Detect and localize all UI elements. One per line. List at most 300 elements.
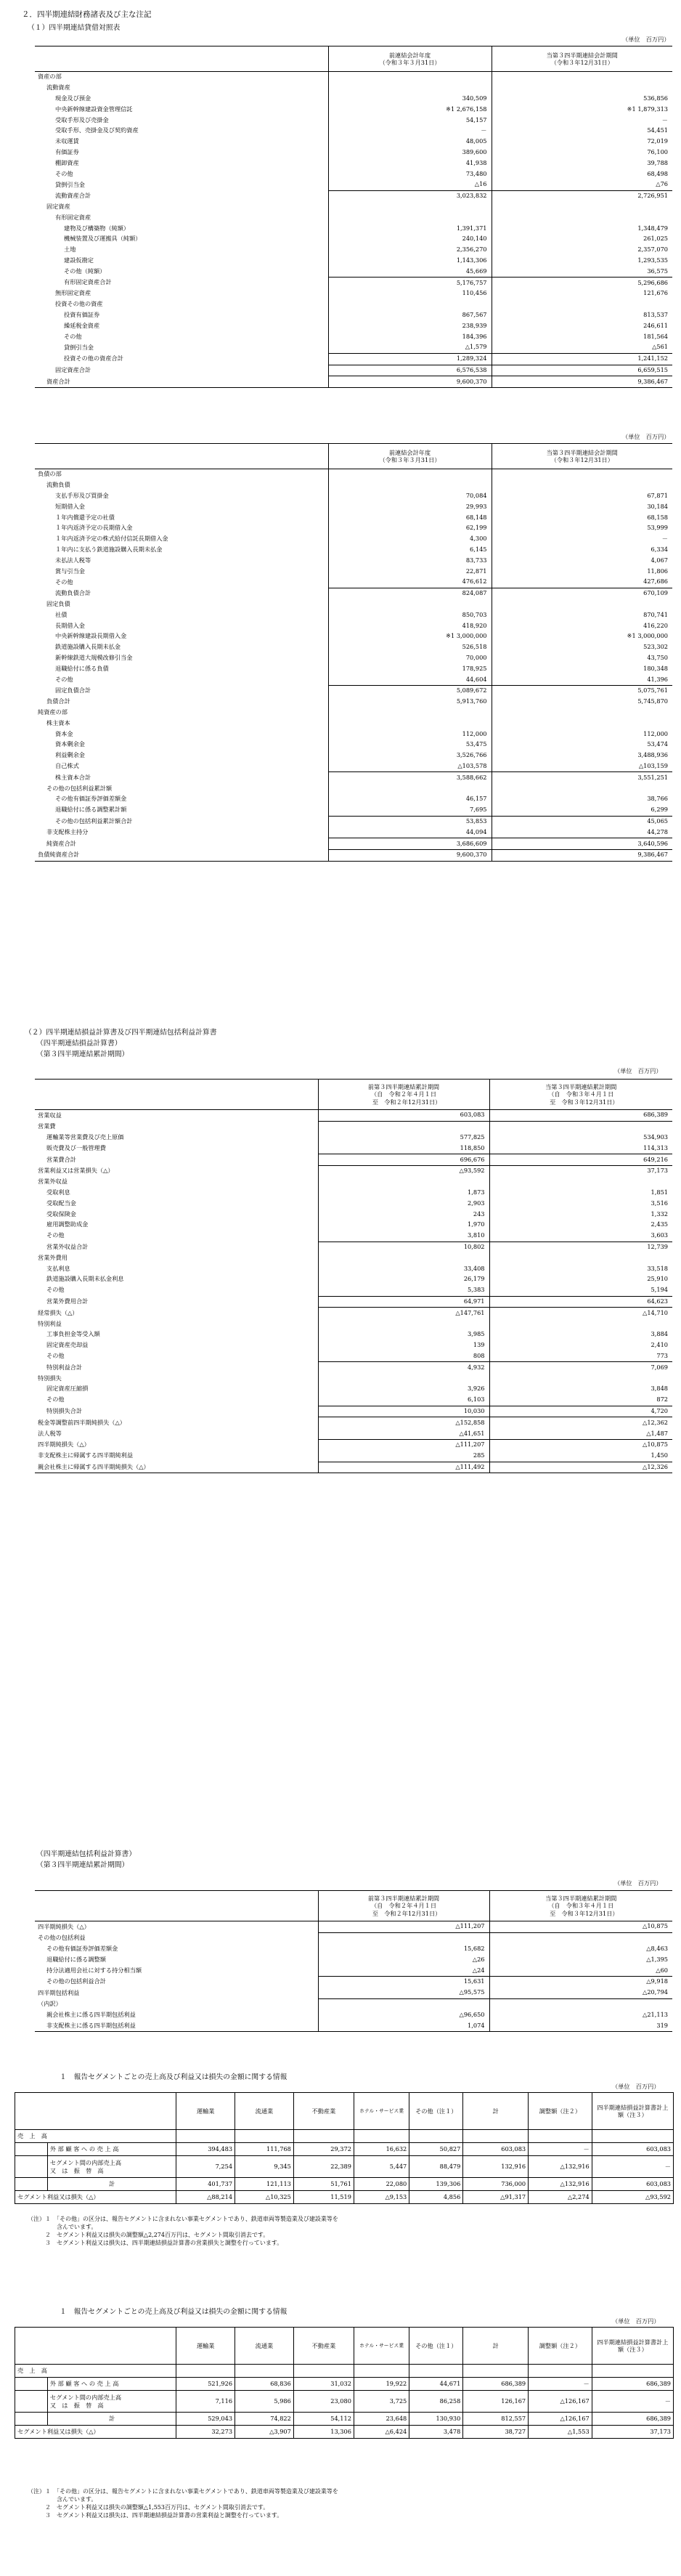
cur-value: 427,686 <box>492 577 672 588</box>
row-label: 有形固定資産合計 <box>35 278 328 288</box>
indent-cell <box>15 2143 48 2156</box>
statement-row <box>35 1177 672 1188</box>
prev-value: 112,000 <box>328 729 492 740</box>
statement-row <box>35 1209 672 1220</box>
prev-value <box>318 1121 489 1132</box>
segment-value: 529,043 <box>176 2413 235 2426</box>
statement-row <box>35 674 672 685</box>
cur-value: 319 <box>489 2020 672 2031</box>
row-label: １年内返済予定の長期借入金 <box>35 523 328 534</box>
empty-cell <box>529 2365 592 2378</box>
statement-row <box>35 653 672 664</box>
statement-row <box>35 1439 672 1450</box>
segment-value: 5,447 <box>354 2156 409 2178</box>
segment-value: 812,557 <box>463 2413 529 2426</box>
indent-cell <box>15 2178 48 2191</box>
statement-row <box>35 501 672 512</box>
cur-value: 3,884 <box>651 1330 668 1338</box>
segment-title: １ 報告セグメントごとの売上高及び利益又は損失の金額に関する情報 <box>60 2073 288 2081</box>
row-label: 未収運賃 <box>35 137 328 147</box>
statement-row <box>35 620 672 631</box>
cur-value <box>489 1121 672 1132</box>
prev-value: 15,631 <box>318 1976 489 1987</box>
cur-value: 36,575 <box>492 266 672 277</box>
profit-label: セグメント利益又は損失（△） <box>15 2191 176 2204</box>
segment-value: △126,167 <box>529 2413 592 2426</box>
prev-value: 184,396 <box>328 331 492 342</box>
statement-row <box>35 599 672 610</box>
row-label: 営業収益 <box>35 1110 318 1122</box>
cur-value: 33,518 <box>647 1264 668 1272</box>
prev-value: △26 <box>318 1954 489 1965</box>
statement-row <box>35 1462 672 1473</box>
prev-value: ※1 2,676,158 <box>328 104 492 115</box>
row-label: 四半期包括利益 <box>35 1988 318 1998</box>
segment-value: 121,113 <box>235 2178 294 2191</box>
statement-row <box>35 772 672 783</box>
prev-value <box>318 1319 489 1329</box>
row-label: その他（純額） <box>35 266 328 277</box>
empty-cell <box>176 2130 235 2143</box>
segment-header: 運輸業 <box>176 2328 235 2365</box>
statement-row <box>35 827 672 838</box>
prev-value: 5,176,757 <box>328 278 492 288</box>
prev-value: △152,858 <box>318 1417 489 1428</box>
empty-cell <box>235 2130 294 2143</box>
sales-label: 売 上 高 <box>15 2365 176 2378</box>
row-label: 株主資本合計 <box>35 772 328 783</box>
prev-value <box>328 299 492 310</box>
segment-value: 31,032 <box>293 2378 354 2391</box>
segment-value: △93,592 <box>592 2191 673 2204</box>
internal-label-line2: 又 は 振 替 高 <box>49 2401 104 2409</box>
cur-value: △561 <box>492 342 672 353</box>
segment-value: 7,254 <box>176 2156 235 2178</box>
empty-cell <box>293 2365 354 2378</box>
prev-value: 26,179 <box>318 1274 489 1285</box>
segment-value: △132,916 <box>529 2178 592 2191</box>
total-label: 計 <box>47 2178 176 2191</box>
row-label: 営業費 <box>35 1121 318 1132</box>
prev-value: 44,094 <box>328 827 492 838</box>
cur-value <box>489 1177 672 1188</box>
prev-value: △1,579 <box>328 342 492 353</box>
prev-value: 577,825 <box>318 1133 489 1143</box>
cur-value: △76 <box>492 179 672 190</box>
row-label: 運輸業等営業費及び売上原価 <box>35 1133 318 1143</box>
segment-value: △3,907 <box>235 2426 294 2439</box>
row-label: 営業外費用合計 <box>35 1296 318 1308</box>
empty-cell <box>235 2365 294 2378</box>
segment-value: 603,083 <box>592 2178 673 2191</box>
statement-row <box>35 1932 672 1943</box>
cur-value <box>492 599 672 610</box>
statement-row <box>35 256 672 267</box>
row-label: 資産合計 <box>35 376 328 388</box>
internal-label-line1: セグメント間の内部売上高 <box>49 2158 122 2166</box>
statement-row <box>35 158 672 169</box>
statement-row <box>35 805 672 816</box>
statement-row <box>35 245 672 256</box>
statement-row <box>35 1395 672 1406</box>
statement-row <box>35 1231 672 1242</box>
segment-value: △91,317 <box>463 2191 529 2204</box>
external-sales-label: 外 部 顧 客 へ の 売 上 高 <box>47 2143 176 2156</box>
statement-row <box>35 750 672 761</box>
note-line: ３ セグメント利益又は損失は、四半期連結損益計算書の営業利益と調整を行っています。 <box>28 2512 283 2519</box>
prev-value: 243 <box>318 1209 489 1220</box>
cur-value: 9,386,467 <box>492 376 672 388</box>
segment-value: 394,483 <box>176 2143 235 2156</box>
statement-row <box>35 838 672 850</box>
statement-row <box>35 1373 672 1384</box>
prev-value <box>318 1932 489 1943</box>
row-label: 純資産合計 <box>35 838 328 850</box>
row-label: 固定負債 <box>35 599 328 610</box>
row-label: 貸倒引当金 <box>35 179 328 190</box>
prev-value: 696,676 <box>318 1154 489 1166</box>
statement-row <box>35 104 672 115</box>
segment-header: 不動産業 <box>293 2093 354 2130</box>
segment-value: △1,553 <box>529 2426 592 2439</box>
row-label: １年内に支払う鉄道施設購入長期未払金 <box>35 545 328 556</box>
prev-value <box>318 1177 489 1188</box>
statement-row <box>35 1319 672 1329</box>
statement-row <box>35 577 672 588</box>
segment-value: 3,725 <box>354 2391 409 2413</box>
cur-value: 68,158 <box>647 513 668 521</box>
statement-row <box>35 72 672 83</box>
statement-row <box>35 266 672 277</box>
segment-value: 3,478 <box>409 2426 463 2439</box>
statement-row <box>35 512 672 523</box>
cur-value: 180,348 <box>643 664 668 672</box>
row-label: 資産の部 <box>35 72 328 83</box>
unit-label: （単位 百万円） <box>612 2083 660 2090</box>
prev-value: 340,509 <box>328 94 492 105</box>
row-label: 流動資産合計 <box>35 190 328 201</box>
cur-value: 649,216 <box>489 1154 672 1166</box>
prev-value <box>328 599 492 610</box>
cur-period-header: 当第３四半期連結会計期間 （令和３年12月31日） <box>492 444 672 469</box>
cur-period-header: 当第３四半期連結会計期間 （令和３年12月31日） <box>492 46 672 72</box>
cur-value: 872 <box>489 1395 672 1406</box>
segment-value: △132,916 <box>529 2156 592 2178</box>
row-label: その他の包括利益合計 <box>35 1976 318 1987</box>
segment-value: 38,727 <box>463 2426 529 2439</box>
prev-value: △111,492 <box>318 1462 489 1473</box>
cur-value: 7,069 <box>651 1363 668 1371</box>
statement-row <box>35 320 672 331</box>
row-label: 未払法人税等 <box>35 555 328 566</box>
statement-row <box>35 234 672 245</box>
cur-value: 67,871 <box>647 492 668 500</box>
cur-value: △21,113 <box>643 2010 668 2018</box>
cur-value: 53,474 <box>647 740 668 748</box>
segment-value: 74,822 <box>235 2413 294 2426</box>
indent-cell <box>15 2391 48 2413</box>
statement-row <box>35 761 672 772</box>
cur-value: 45,065 <box>647 817 668 825</box>
segment-value: 22,080 <box>354 2178 409 2191</box>
empty-cell <box>409 2365 463 2378</box>
row-label: 純資産の部 <box>35 708 328 718</box>
segment-value: 13,306 <box>293 2426 354 2439</box>
prev-value: 2,903 <box>318 1198 489 1209</box>
prev-value <box>328 212 492 223</box>
segment-value: 111,768 <box>235 2143 294 2156</box>
cur-value: 1,332 <box>651 1210 668 1218</box>
row-label: 四半期純損失（△） <box>35 1439 318 1450</box>
row-label: 無形固定資産 <box>35 288 328 299</box>
segment-value: 7,116 <box>176 2391 235 2413</box>
segment-value: 686,389 <box>592 2413 673 2426</box>
cur-value: 3,640,596 <box>492 838 672 850</box>
segment-value: － <box>529 2378 592 2391</box>
statement-row <box>35 1198 672 1209</box>
prev-value: △111,207 <box>318 1921 489 1933</box>
row-label: 投資有価証券 <box>35 310 328 321</box>
prev-value: △147,761 <box>318 1308 489 1319</box>
statement-row <box>35 534 672 545</box>
segment-value: 23,080 <box>293 2391 354 2413</box>
row-label: 営業費合計 <box>35 1154 318 1166</box>
statement-row <box>35 115 672 126</box>
segment-value: － <box>592 2391 673 2413</box>
row-label: 中央新幹線建設長期借入金 <box>35 631 328 642</box>
statement-row <box>35 588 672 599</box>
cur-value <box>492 299 672 310</box>
row-label: 受取利息 <box>35 1188 318 1199</box>
row-label: 経常損失（△） <box>35 1308 318 1319</box>
prev-value: 29,993 <box>328 501 492 512</box>
cur-value <box>489 1319 672 1329</box>
row-label: 親会社株主に係る四半期包括利益 <box>35 2009 318 2020</box>
row-label: 退職給付に係る負債 <box>35 663 328 674</box>
statement-row <box>35 310 672 321</box>
row-label: 土地 <box>35 245 328 256</box>
internal-sales-row <box>15 2156 674 2178</box>
segment-value: 139,306 <box>409 2178 463 2191</box>
empty-cell <box>293 2130 354 2143</box>
row-label: その他の包括利益 <box>35 1932 318 1943</box>
row-label: 営業外収益合計 <box>35 1242 318 1252</box>
cur-value: △1,395 <box>646 1955 668 1963</box>
unit-label: （単位 百万円） <box>614 1067 662 1074</box>
cur-value <box>489 1252 672 1263</box>
row-label: 流動資産 <box>35 83 328 94</box>
total-row <box>15 2413 674 2426</box>
statement-row <box>35 1263 672 1274</box>
cur-value: 5,194 <box>489 1285 672 1296</box>
prev-value: 4,300 <box>328 534 492 545</box>
prev-value: 118,850 <box>318 1143 489 1154</box>
statement-row <box>35 1133 672 1143</box>
cur-value: 523,302 <box>643 643 668 651</box>
balance-sheet-title: （１）四半期連結貸借対照表 <box>28 24 121 32</box>
cur-value: 1,293,535 <box>637 256 668 264</box>
indent-cell <box>15 2413 48 2426</box>
statement-row <box>35 342 672 353</box>
statement-row <box>35 609 672 620</box>
row-label: 特別損失合計 <box>35 1406 318 1417</box>
row-label: 自己株式 <box>35 761 328 772</box>
row-label: 非支配株主に帰属する四半期純利益 <box>35 1451 318 1462</box>
row-label: 営業利益又は営業損失（△） <box>35 1165 318 1176</box>
segment-value: △126,167 <box>529 2391 592 2413</box>
cur-value: 2,726,951 <box>637 192 668 200</box>
row-label: （内訳） <box>35 1998 318 2009</box>
cur-value: ※1 1,879,313 <box>627 105 668 113</box>
prev-value: △24 <box>318 1965 489 1976</box>
row-label: 営業外費用 <box>35 1252 318 1263</box>
statement-row <box>35 2009 672 2020</box>
cur-value: 3,603 <box>489 1231 672 1242</box>
statement-row <box>35 718 672 729</box>
cur-value: 12,739 <box>647 1243 668 1251</box>
comprehensive-income-subtitle: （四半期連結包括利益計算書） <box>36 1850 136 1858</box>
cur-value <box>492 469 672 480</box>
statement-row <box>35 1242 672 1252</box>
segment-header: ホテル・サービス業 <box>354 2093 409 2130</box>
prev-value: 41,938 <box>328 158 492 169</box>
sales-label-row <box>15 2130 674 2143</box>
profit-row <box>15 2426 674 2439</box>
segment-value: △9,153 <box>354 2191 409 2204</box>
row-label: その他有価証券評価差額金 <box>35 794 328 805</box>
prev-value: 3,023,832 <box>328 190 492 201</box>
prev-value: 476,612 <box>328 577 492 588</box>
row-label: 有価証券 <box>35 147 328 158</box>
prev-value: 45,669 <box>328 266 492 277</box>
cur-value <box>489 1373 672 1384</box>
cur-value <box>492 83 672 94</box>
unit-label: （単位 百万円） <box>614 1879 662 1887</box>
statement-row <box>35 523 672 534</box>
cur-value: 72,019 <box>647 137 668 145</box>
row-label: 固定資産合計 <box>35 365 328 376</box>
internal-sales-label <box>47 2391 176 2413</box>
prev-value: 418,920 <box>328 620 492 631</box>
row-label: 非支配株主持分 <box>35 827 328 838</box>
statement-row <box>35 1154 672 1166</box>
row-label: 支払手形及び買掛金 <box>35 491 328 502</box>
segment-value: 50,827 <box>409 2143 463 2156</box>
cur-value: 813,537 <box>643 311 668 318</box>
cur-value: 11,806 <box>647 567 668 575</box>
cur-value: 261,025 <box>643 235 668 243</box>
cur-value: 44,278 <box>492 827 672 838</box>
income-statement-title: （２）四半期連結損益計算書及び四半期連結包括利益計算書 <box>25 1029 217 1037</box>
row-label: 固定資産圧縮損 <box>35 1384 318 1395</box>
prev-period-header: 前連結会計年度 （令和３年３月31日） <box>328 46 492 72</box>
cur-value: △10,875 <box>489 1921 672 1933</box>
empty-cell <box>354 2130 409 2143</box>
prev-value: 1,289,324 <box>328 353 492 365</box>
comprehensive-income-period: （第３四半期連結累計期間） <box>36 1861 129 1869</box>
prev-value: 10,030 <box>318 1406 489 1417</box>
row-label: 機械装置及び運搬具（純額） <box>35 234 328 245</box>
statement-row <box>35 1188 672 1199</box>
statement-row <box>35 1362 672 1373</box>
cur-value: 76,100 <box>647 148 668 156</box>
prev-value <box>328 72 492 83</box>
row-label: 負債純資産合計 <box>35 849 328 861</box>
row-label: １年内返済予定の株式給付信託長期借入金 <box>35 534 328 545</box>
segment-value: 29,372 <box>293 2143 354 2156</box>
statement-row <box>35 365 672 376</box>
prev-value <box>318 1252 489 1263</box>
prev-value: 3,686,609 <box>328 838 492 850</box>
prev-value: 10,802 <box>318 1242 489 1252</box>
cur-value: △9,918 <box>646 1977 668 1985</box>
prev-value: 64,971 <box>318 1296 489 1308</box>
cur-value: 2,357,070 <box>637 246 668 254</box>
segment-value: △88,214 <box>176 2191 235 2204</box>
prev-value: 1,873 <box>318 1188 489 1199</box>
row-label: 利益剰余金 <box>35 750 328 761</box>
statement-row <box>35 1296 672 1308</box>
segment-header: 流通業 <box>235 2093 294 2130</box>
prev-value: 44,604 <box>328 674 492 685</box>
segment-header: 四半期連結損益計算書計上額（注３） <box>592 2328 673 2365</box>
segment-header: 四半期連結損益計算書計上額（注３） <box>592 2093 673 2130</box>
row-label: 鉄道施設購入長期未払金利息 <box>35 1274 318 1285</box>
segment-header: 流通業 <box>235 2328 294 2365</box>
cur-value: △103,159 <box>492 761 672 772</box>
prev-value: 33,408 <box>318 1263 489 1274</box>
segment-title: １ 報告セグメントごとの売上高及び利益又は損失の金額に関する情報 <box>60 2308 288 2316</box>
prev-value: 3,810 <box>318 1231 489 1242</box>
cur-period-header: 当第３四半期連結累計期間 （自 令和３年４月１日 至 令和３年12月31日） <box>489 1891 672 1921</box>
row-label: 株主資本 <box>35 718 328 729</box>
row-label: 親会社株主に帰属する四半期純損失（△） <box>35 1462 318 1473</box>
prev-value: △103,578 <box>328 761 492 772</box>
cur-value: △14,710 <box>643 1308 668 1316</box>
cur-value: 534,903 <box>643 1133 668 1141</box>
prev-period-header: 前第３四半期連結累計期間 （自 令和２年４月１日 至 令和２年12月31日） <box>318 1891 489 1921</box>
prev-value <box>328 469 492 480</box>
prev-value: 54,157 <box>328 115 492 126</box>
prev-period-header: 前連結会計年度 （令和３年３月31日） <box>328 444 492 469</box>
internal-label-line1: セグメント間の内部売上高 <box>49 2393 122 2401</box>
segment-value: 686,389 <box>463 2378 529 2391</box>
assets-table <box>35 46 672 388</box>
prev-value <box>328 718 492 729</box>
row-label: 投資その他の資産合計 <box>35 353 328 365</box>
statement-row <box>35 480 672 491</box>
row-label: 固定負債合計 <box>35 685 328 696</box>
segment-value: 4,856 <box>409 2191 463 2204</box>
statement-row <box>35 1340 672 1351</box>
cur-value <box>489 1998 672 2009</box>
segment-header: 調整額（注２） <box>529 2328 592 2365</box>
statement-row <box>35 190 672 201</box>
note-line: 含んでいます。 <box>28 2496 97 2503</box>
statement-row <box>35 469 672 480</box>
segment-value: 686,389 <box>592 2378 673 2391</box>
statement-row <box>35 631 672 642</box>
cur-value: 2,435 <box>651 1220 668 1228</box>
segment-header: 調整額（注２） <box>529 2093 592 2130</box>
segment-header: 不動産業 <box>293 2328 354 2365</box>
row-label: その他の包括利益累計額合計 <box>35 816 328 827</box>
cur-value: 25,910 <box>647 1275 668 1283</box>
row-label: 販売費及び一般管理費 <box>35 1143 318 1154</box>
row-label: 特別利益合計 <box>35 1362 318 1373</box>
cur-value: △1,487 <box>489 1428 672 1439</box>
prev-value: 6,145 <box>328 545 492 556</box>
